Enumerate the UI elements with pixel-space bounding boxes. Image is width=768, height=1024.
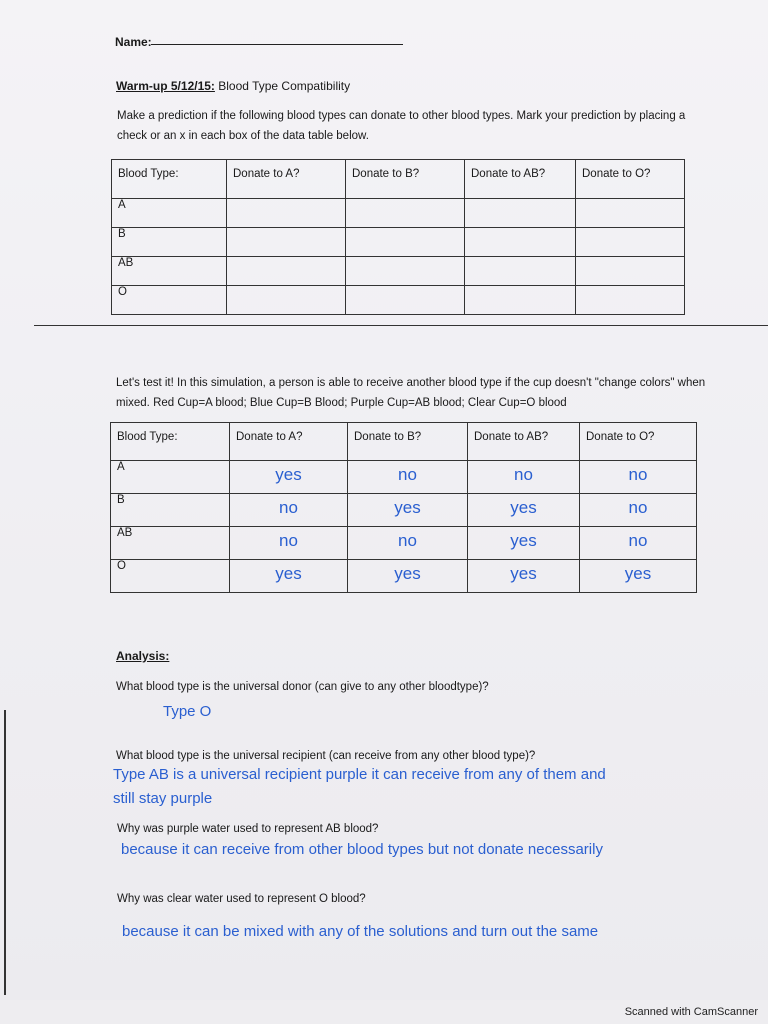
prediction-cell[interactable] bbox=[227, 286, 346, 315]
answer-cell: yes bbox=[348, 560, 468, 593]
prediction-cell[interactable] bbox=[465, 199, 576, 228]
answer-cell: no bbox=[230, 527, 348, 560]
header-donate-a: Donate to A? bbox=[227, 160, 346, 199]
table-row bbox=[111, 461, 697, 494]
question-clear-water: Why was clear water used to represent O blood? bbox=[117, 893, 366, 905]
name-label: Name: bbox=[115, 35, 152, 49]
prediction-cell[interactable] bbox=[576, 228, 685, 257]
answer-cell: yes bbox=[468, 494, 580, 527]
title-text: Blood Type Compatibility bbox=[214, 79, 351, 93]
prediction-cell[interactable] bbox=[346, 228, 465, 257]
table-row bbox=[111, 527, 697, 560]
prediction-cell[interactable] bbox=[576, 286, 685, 315]
scanner-watermark: Scanned with CamScanner bbox=[624, 1006, 758, 1018]
answer-cell: no bbox=[348, 527, 468, 560]
answer-cell: yes bbox=[468, 527, 580, 560]
row-label: B bbox=[112, 228, 227, 257]
row-label: B bbox=[111, 494, 230, 527]
answer-universal-recipient: Type AB is a universal recipient purple it can receive from any of them and still stay purple bbox=[113, 766, 606, 807]
header-donate-b: Donate to B? bbox=[346, 160, 465, 199]
answer-clear-water: because it can be mixed with any of the solutions and turn out the same bbox=[122, 923, 599, 940]
prediction-cell[interactable] bbox=[227, 228, 346, 257]
answer-cell: no bbox=[580, 461, 697, 494]
header-donate-o: Donate to O? bbox=[580, 423, 697, 461]
test-instructions: Let's test it! In this simulation, a person is able to receive another blood type if the cup doesn't "change colors" when mixed. Red Cup=A blood; Blue Cup=B Blood; Purple Cup=AB blood; Clear Cup=O blood bbox=[116, 377, 706, 409]
row-label: A bbox=[112, 199, 227, 228]
header-donate-ab: Donate to AB? bbox=[468, 423, 580, 461]
analysis-heading: Analysis: bbox=[116, 649, 170, 663]
simulation-header-row bbox=[111, 423, 697, 461]
question-universal-recipient: What blood type is the universal recipient (can receive from any other blood type)? bbox=[116, 750, 536, 762]
answer-cell: no bbox=[580, 527, 697, 560]
answer-purple-water: because it can receive from other blood types but not donate necessarily bbox=[121, 841, 603, 858]
row-label: O bbox=[111, 560, 230, 593]
answer-cell: yes bbox=[230, 560, 348, 593]
table-row bbox=[111, 494, 697, 527]
answer-cell: no bbox=[468, 461, 580, 494]
answer-cell: yes bbox=[230, 461, 348, 494]
table-row bbox=[112, 199, 685, 228]
prediction-cell[interactable] bbox=[227, 257, 346, 286]
answer-universal-donor: Type O bbox=[163, 703, 212, 720]
row-label: A bbox=[111, 461, 230, 494]
header-donate-ab: Donate to AB? bbox=[465, 160, 576, 199]
title-date: Warm-up 5/12/15: bbox=[116, 79, 215, 93]
table-row bbox=[112, 257, 685, 286]
row-label: AB bbox=[112, 257, 227, 286]
prediction-header-row bbox=[112, 160, 685, 199]
question-purple-water: Why was purple water used to represent AB blood? bbox=[117, 823, 379, 835]
header-blood-type: Blood Type: bbox=[112, 160, 227, 199]
row-label: O bbox=[112, 286, 227, 315]
header-donate-a: Donate to A? bbox=[230, 423, 348, 461]
answer-cell: yes bbox=[468, 560, 580, 593]
simulation-table bbox=[110, 422, 697, 593]
prediction-table bbox=[111, 159, 685, 315]
name-blank-line bbox=[151, 44, 403, 45]
prediction-cell[interactable] bbox=[576, 257, 685, 286]
prediction-cell[interactable] bbox=[346, 286, 465, 315]
prediction-cell[interactable] bbox=[576, 199, 685, 228]
prediction-cell[interactable] bbox=[465, 257, 576, 286]
prediction-instructions: Make a prediction if the following blood types can donate to other blood types. Mark your prediction by placing a check or an x in each box of the data table below. bbox=[117, 110, 686, 142]
prediction-cell[interactable] bbox=[465, 286, 576, 315]
prediction-cell[interactable] bbox=[346, 257, 465, 286]
answer-cell: yes bbox=[348, 494, 468, 527]
header-donate-o: Donate to O? bbox=[576, 160, 685, 199]
margin-binding-line bbox=[4, 710, 6, 995]
table-row bbox=[112, 286, 685, 315]
prediction-cell[interactable] bbox=[346, 199, 465, 228]
answer-cell: no bbox=[230, 494, 348, 527]
worksheet-title bbox=[116, 79, 350, 93]
prediction-cell[interactable] bbox=[227, 199, 346, 228]
answer-cell: yes bbox=[580, 560, 697, 593]
table-row bbox=[112, 228, 685, 257]
header-blood-type: Blood Type: bbox=[111, 423, 230, 461]
fold-line bbox=[34, 325, 768, 326]
question-universal-donor: What blood type is the universal donor (can give to any other bloodtype)? bbox=[116, 681, 489, 693]
answer-cell: no bbox=[348, 461, 468, 494]
prediction-cell[interactable] bbox=[465, 228, 576, 257]
answer-cell: no bbox=[580, 494, 697, 527]
header-donate-b: Donate to B? bbox=[348, 423, 468, 461]
table-row bbox=[111, 560, 697, 593]
row-label: AB bbox=[111, 527, 230, 560]
